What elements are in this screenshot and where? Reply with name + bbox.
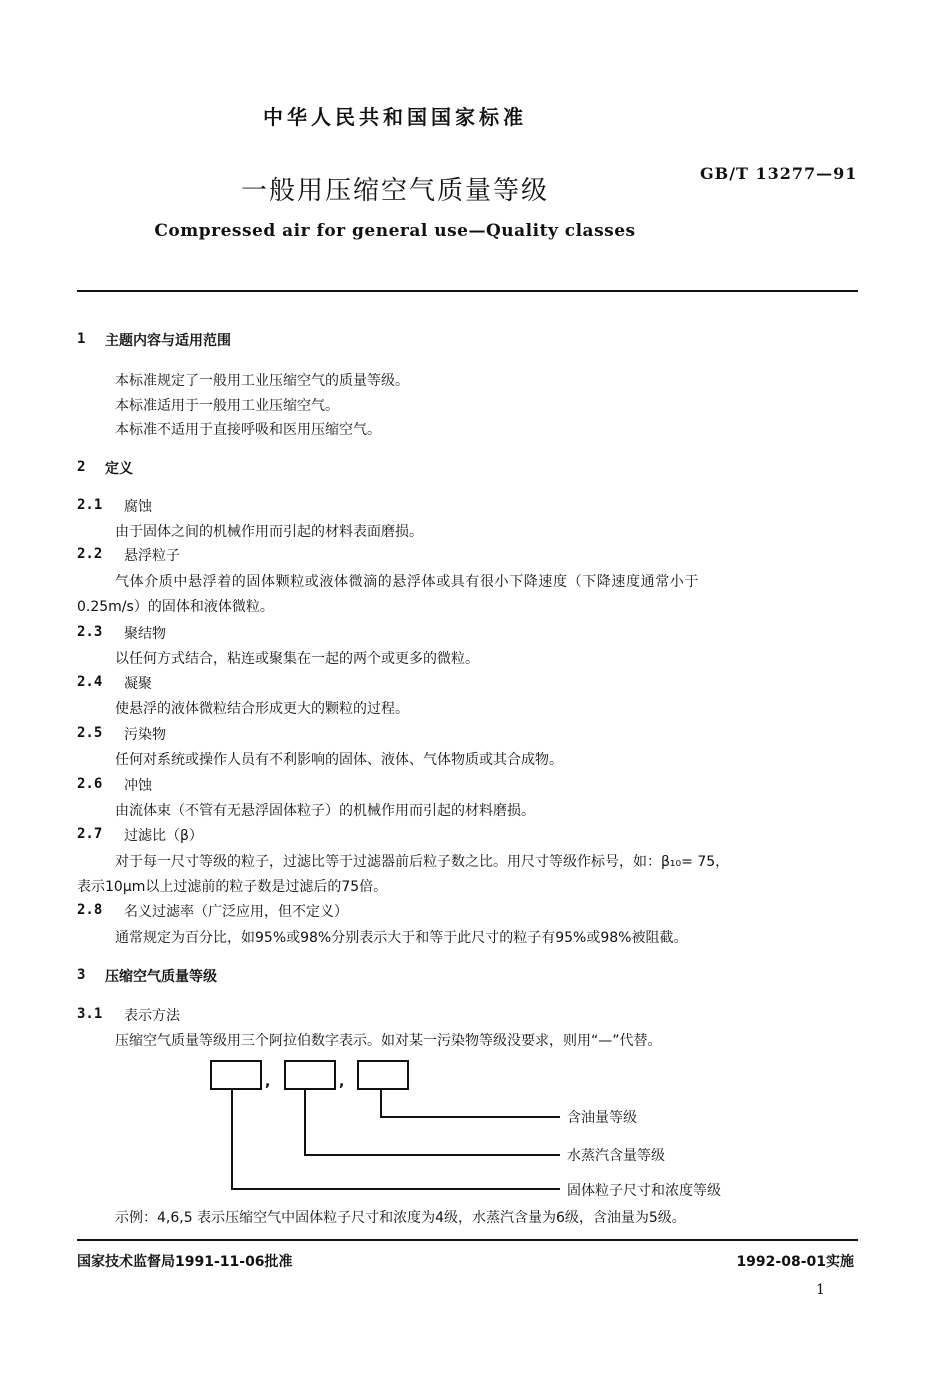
def-2-2-number: 2.2 [77, 546, 103, 562]
def-2-5-text: 任何对系统或操作人员有不利影响的固体、液体、气体物质或其合成物。 [115, 752, 563, 768]
def-2-7-text-2: 表示10μm以上过滤前的粒子数是过滤后的75倍。 [77, 879, 388, 895]
def-2-6-term: 冲蚀 [124, 778, 152, 794]
footer-divider [77, 1239, 858, 1241]
class-box-oil [357, 1060, 409, 1090]
section1-title: 主题内容与适用范围 [105, 333, 231, 349]
section1-para-1: 本标准规定了一般用工业压缩空气的质量等级。 [115, 373, 409, 389]
def-2-1-text: 由于固体之间的机械作用而引起的材料表面磨损。 [115, 524, 423, 540]
def-2-4-number: 2.4 [77, 674, 103, 690]
section2-title: 定义 [105, 461, 133, 477]
oil-connector-horizontal [380, 1116, 560, 1118]
def-2-7-text-1: 对于每一尺寸等级的粒子，过滤比等于过滤器前后粒子数之比。用尺寸等级作标号，如：β₁₀= 75， [115, 854, 730, 870]
def-2-2-text-2: 0.25m/s）的固体和液体微粒。 [77, 599, 274, 615]
box-separator-2: , [339, 1074, 345, 1090]
def-2-4-text: 使悬浮的液体微粒结合形成更大的颗粒的过程。 [115, 701, 409, 717]
def-2-2-term: 悬浮粒子 [124, 548, 180, 564]
oil-class-label: 含油量等级 [567, 1110, 637, 1126]
document-title-cn: 一般用压缩空气质量等级 [240, 176, 549, 206]
section3-1-para: 压缩空气质量等级用三个阿拉伯数字表示。如对某一污染物等级没要求，则用“—”代替。 [115, 1033, 662, 1049]
page-number: 1 [816, 1282, 825, 1298]
solid-connector-vertical [231, 1090, 233, 1190]
oil-connector-vertical [380, 1090, 382, 1118]
water-class-label: 水蒸汽含量等级 [567, 1148, 665, 1164]
effective-date: 1992-08-01实施 [736, 1254, 854, 1270]
example-text: 示例：4,6,5 表示压缩空气中固体粒子尺寸和浓度为4级，水蒸汽含量为6级，含油量为5级。 [115, 1210, 686, 1226]
def-2-7-term: 过滤比（β） [124, 828, 203, 844]
class-box-solid [210, 1060, 262, 1090]
solid-connector-horizontal [231, 1188, 560, 1190]
def-2-1-number: 2.1 [77, 497, 103, 513]
document-title-en: Compressed air for general use—Quality classes [154, 221, 636, 241]
standard-type: 中华人民共和国国家标准 [263, 105, 527, 129]
def-2-6-text: 由流体束（不管有无悬浮固体粒子）的机械作用而引起的材料磨损。 [115, 803, 535, 819]
section1-number: 1 [77, 331, 86, 347]
def-2-8-number: 2.8 [77, 902, 103, 918]
def-2-3-number: 2.3 [77, 624, 103, 640]
section3-number: 3 [77, 967, 86, 983]
def-2-8-term: 名义过滤率（广泛应用，但不定义） [124, 904, 348, 920]
section3-1-number: 3.1 [77, 1006, 103, 1022]
water-connector-vertical [304, 1090, 306, 1156]
section3-1-title: 表示方法 [124, 1008, 180, 1024]
header-divider [77, 290, 858, 292]
section1-para-2: 本标准适用于一般用工业压缩空气。 [115, 398, 339, 414]
box-separator-1: , [265, 1074, 271, 1090]
def-2-5-term: 污染物 [124, 727, 166, 743]
def-2-3-term: 聚结物 [124, 626, 166, 642]
def-2-4-term: 凝聚 [124, 676, 152, 692]
water-connector-horizontal [304, 1154, 560, 1156]
def-2-3-text: 以任何方式结合，粘连或聚集在一起的两个或更多的微粒。 [115, 651, 479, 667]
def-2-7-number: 2.7 [77, 826, 103, 842]
section1-para-3: 本标准不适用于直接呼吸和医用压缩空气。 [115, 422, 381, 438]
section2-number: 2 [77, 459, 86, 475]
def-2-2-text-1: 气体介质中悬浮着的固体颗粒或液体微滴的悬浮体或具有很小下降速度（下降速度通常小于 [115, 574, 699, 590]
def-2-6-number: 2.6 [77, 776, 103, 792]
class-box-water [284, 1060, 336, 1090]
standard-number: GB/T 13277—91 [700, 164, 858, 183]
approval-line: 国家技术监督局1991-11-06批准 [77, 1254, 293, 1270]
def-2-5-number: 2.5 [77, 725, 103, 741]
def-2-8-text: 通常规定为百分比，如95%或98%分别表示大于和等于此尺寸的粒子有95%或98%被阻截。 [115, 930, 688, 946]
def-2-1-term: 腐蚀 [124, 499, 152, 515]
section3-title: 压缩空气质量等级 [105, 969, 217, 985]
solid-class-label: 固体粒子尺寸和浓度等级 [567, 1183, 721, 1199]
